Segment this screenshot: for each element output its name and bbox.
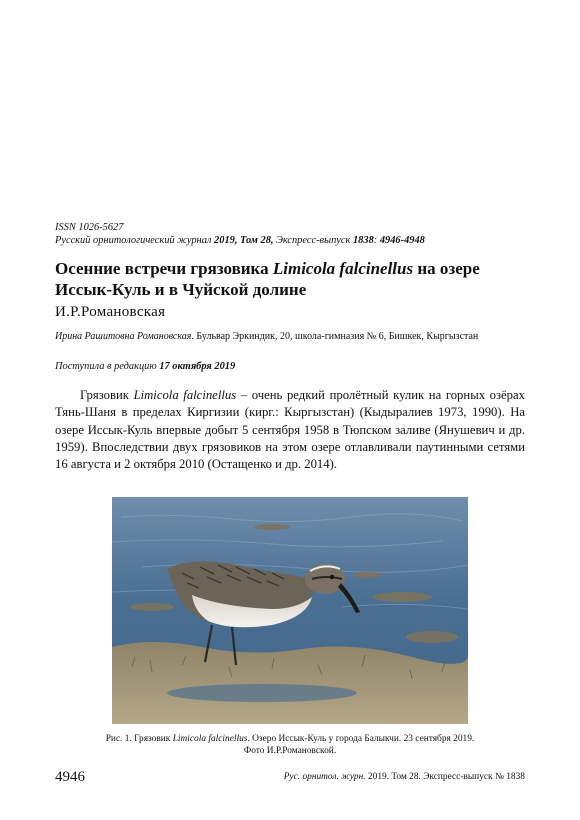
affiliation-address: . Бульвар Эркиндик, 20, школа-гимназия № 6, Бишкек, Кыргызстан xyxy=(191,331,479,342)
journal-issue-number: 1838 xyxy=(352,235,374,246)
paragraph-rest: – очень редкий пролётный кулик на горных озёрах Тянь-Шаня в пределах Киргизии (кирг.: Кыргызстан) (Кыдыралиев 1973, 1990). На озере Иссык-Куль впервые добыт 5 сентября 1958 в Тюпском заливе (Янушевич и др. 1959). Впоследствии двух грязовиков на этом озере отлавливали паутинными сетями 16 августа и 2 октября 2010 (Остащенко и др. 2014). xyxy=(55,388,525,472)
author-name: И.Р.Романовская xyxy=(55,304,166,320)
journal-pages: 4946-4948 xyxy=(379,235,425,246)
journal-citation-line: Русский орнитологический журнал 2019, Том 28, Экспресс-выпуск 1838: 4946-4948 xyxy=(55,235,425,246)
title-part-2: на озере Иссык-Куль и в Чуйской долине xyxy=(55,259,480,299)
journal-year-volume: 2019, Том 28, xyxy=(214,235,274,246)
body-paragraph xyxy=(55,387,525,473)
issn-line: ISSN 1026-5627 xyxy=(55,222,124,233)
title-species: Limicola falcinellus xyxy=(272,259,414,278)
journal-issue-label: Экспресс-выпуск xyxy=(276,235,351,246)
page-number: 4946 xyxy=(55,769,85,785)
paragraph-species: Limicola falcinellus xyxy=(133,388,237,402)
caption-rest: . Озеро Иссык-Куль у города Балыкчи. 23 сентября 2019. Фото И.Р.Романовской. xyxy=(243,734,475,756)
caption-species: Limicola falcinellus xyxy=(172,734,248,744)
footer-journal-abbr: Рус. орнитол. журн. xyxy=(283,772,366,782)
caption-prefix: Рис. 1. Грязовик xyxy=(105,734,173,744)
journal-name: Русский орнитологический журнал xyxy=(55,235,212,246)
footer-journal-rest: 2019. Том 28. Экспресс-выпуск № 1838 xyxy=(365,772,525,782)
article-title xyxy=(55,258,535,300)
bird-photo xyxy=(112,497,468,724)
received-label: Поступила в редакцию xyxy=(55,361,157,372)
shallow-puddle xyxy=(167,684,357,702)
author-affiliation xyxy=(55,331,535,344)
issn-block xyxy=(55,221,535,247)
paragraph-start: Грязовик xyxy=(80,388,134,402)
affiliation-name: Ирина Рашитовна Романовская xyxy=(55,331,192,342)
running-footer xyxy=(280,771,525,783)
received-date: 17 октября 2019 xyxy=(159,361,236,372)
received-date-line xyxy=(55,360,235,373)
title-part-1: Осенние встречи грязовика xyxy=(55,259,273,278)
figure-caption xyxy=(100,733,480,757)
